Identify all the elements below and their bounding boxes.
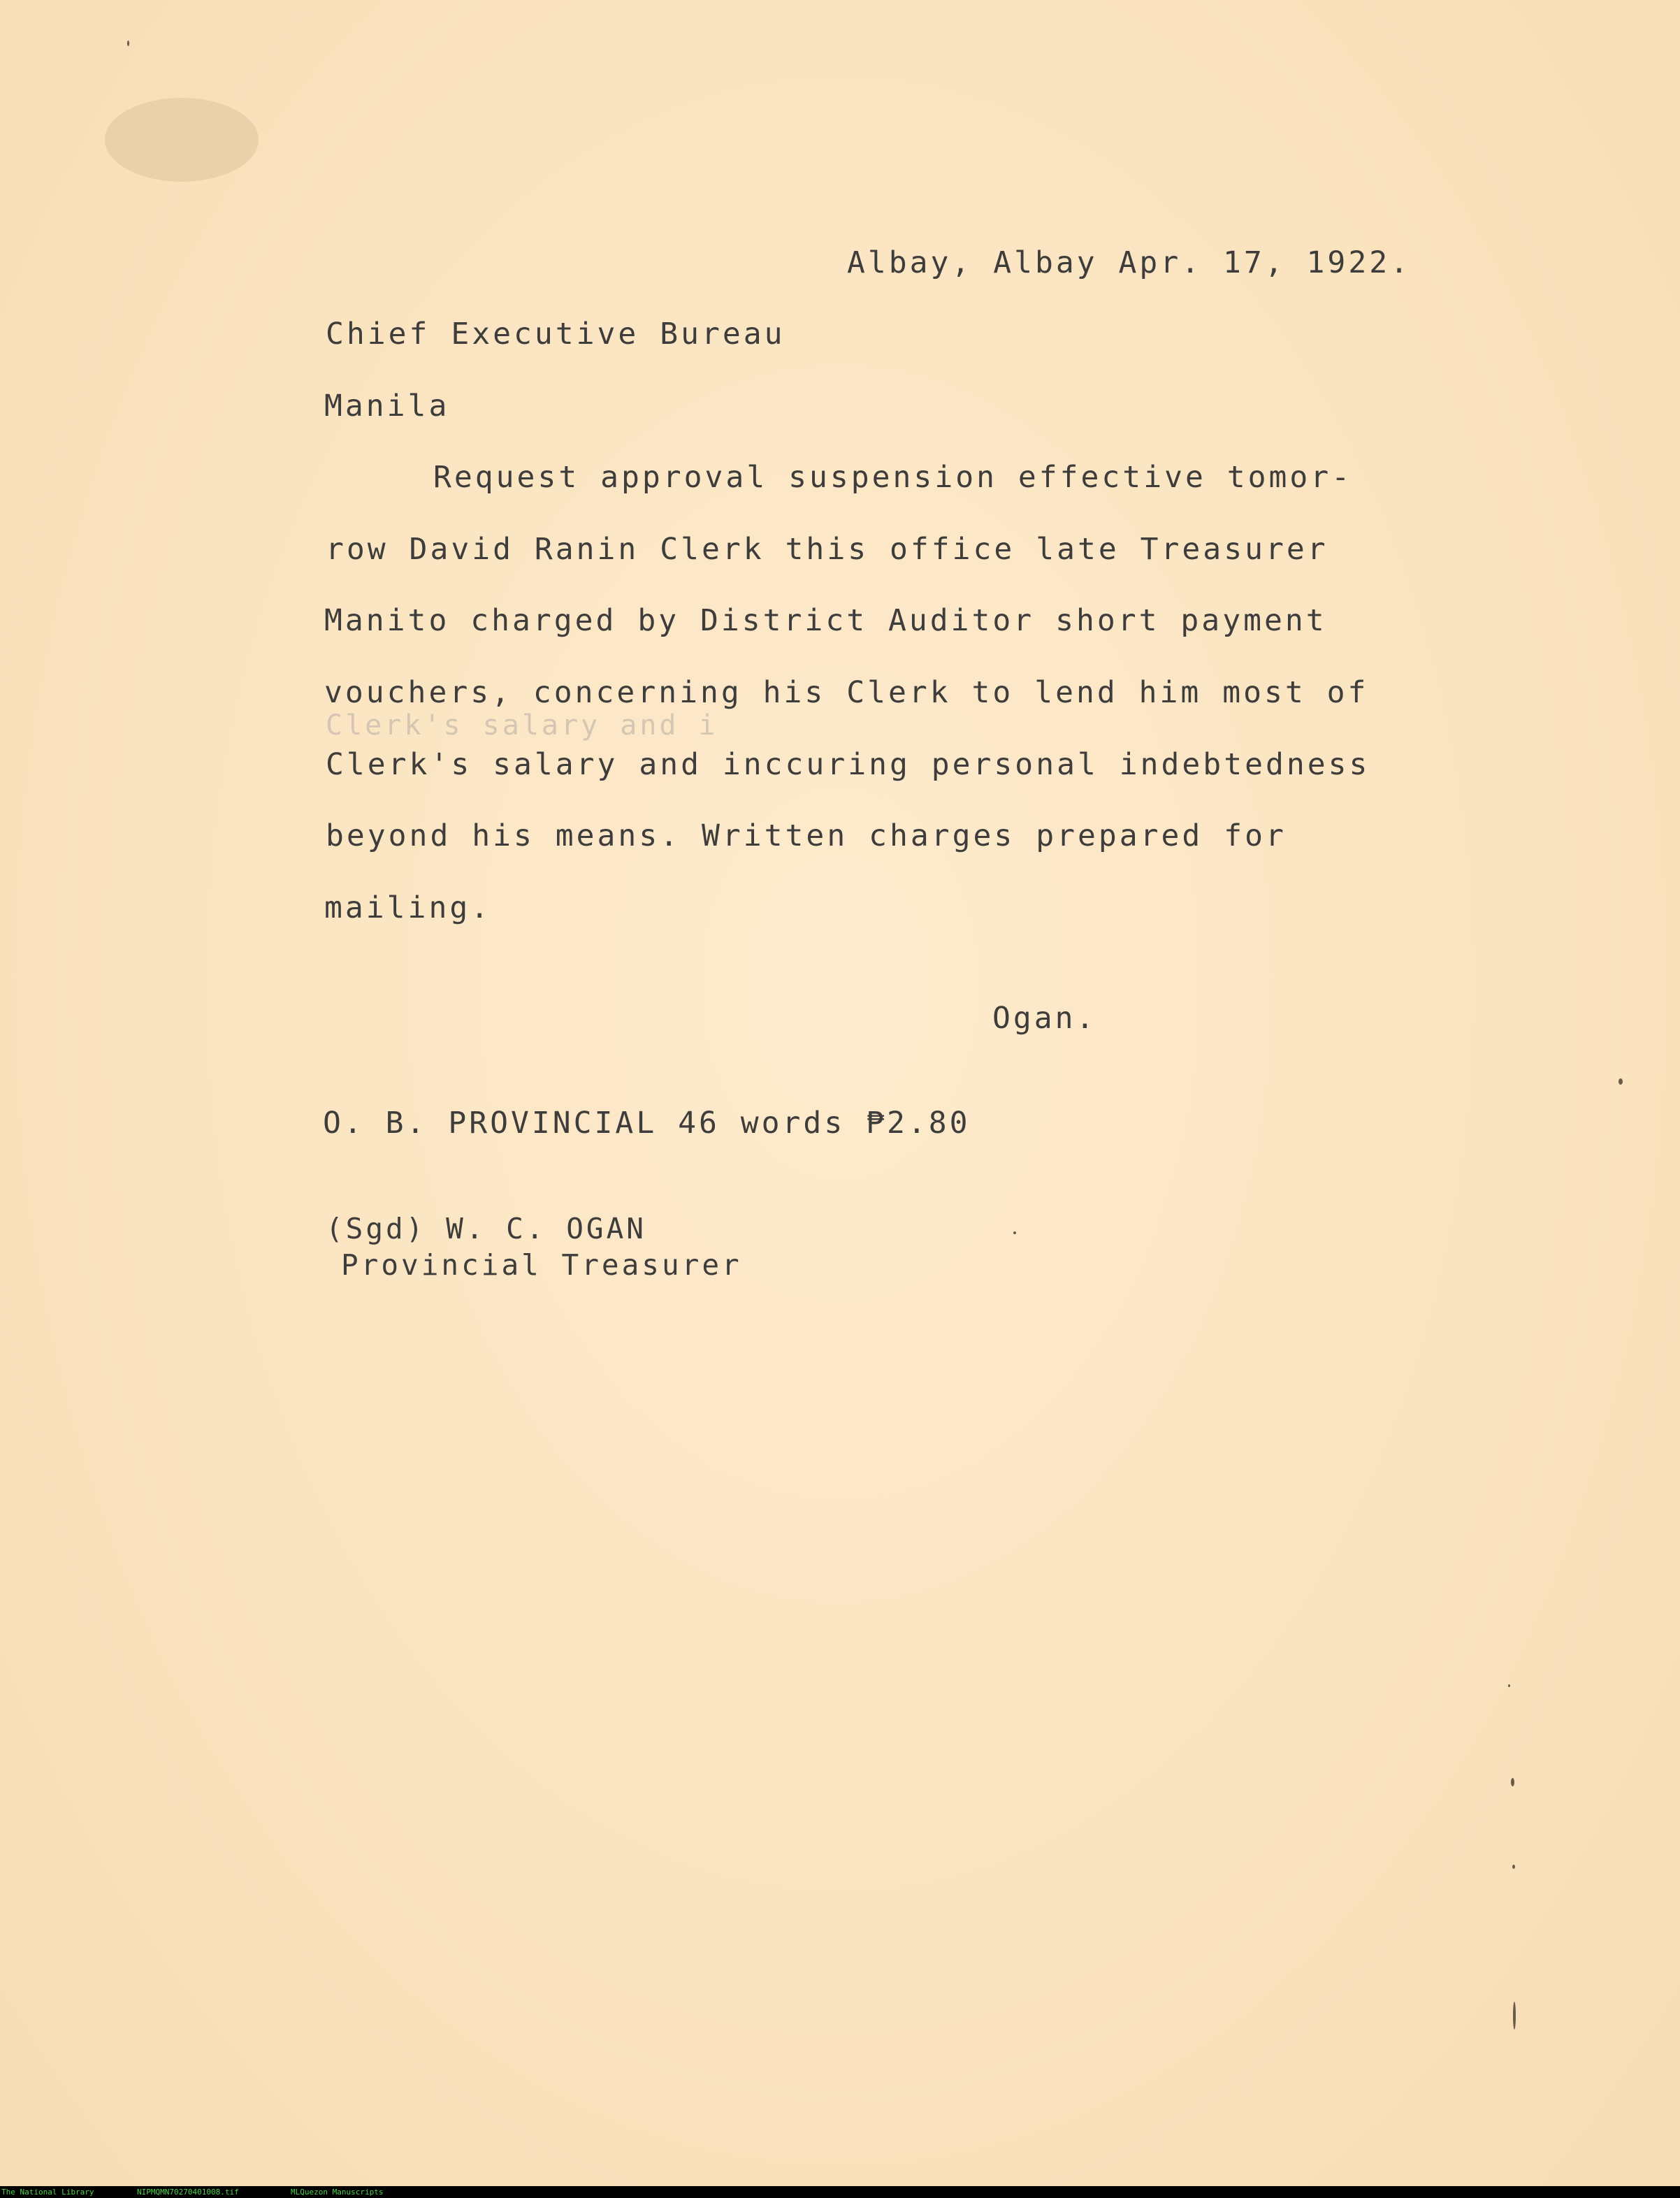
paper-speck [1508,1684,1510,1687]
letter-city: Manila [324,389,450,424]
body-line: row David Ranin Clerk this office late Treasurer [326,532,1328,567]
footer-file: NIPMQMN70270401008.tif [137,2188,239,2197]
paper-speck [1511,1778,1514,1786]
letter-addressee: Chief Executive Bureau [326,317,785,352]
footer-collection: MLQuezon Manuscripts [291,2188,384,2197]
signature-title: Provincial Treasurer [341,1248,742,1282]
paper-speck [1013,1231,1016,1234]
letter-closing: Ogan. [992,1001,1097,1036]
paper-speck [1513,2002,1516,2030]
body-line: Manito charged by District Auditor short payment [324,603,1327,638]
body-line: Clerk's salary and inccuring personal indebtedness [326,747,1370,782]
signature-line: (Sgd) W. C. OGAN [326,1212,646,1245]
body-line: vouchers, concerning his Clerk to lend him most of [324,675,1369,710]
body-line: mailing. [324,890,492,925]
paper-speck [1619,1078,1623,1085]
body-line: Request approval suspension effective tomor- [433,460,1353,495]
paper-speck [127,41,129,46]
body-line: beyond his means. Written charges prepared for [326,818,1287,853]
footer-library: The National Library [1,2188,94,2197]
cable-note: O. B. PROVINCIAL 46 words ₱2.80 [323,1106,971,1141]
paper-speck [1512,1865,1515,1869]
letter-dateline: Albay, Albay Apr. 17, 1922. [847,245,1411,280]
struck-typed-line: Clerk's salary and i [326,709,718,742]
archive-footer-bar [0,2186,1680,2198]
paper-crease [105,98,259,182]
